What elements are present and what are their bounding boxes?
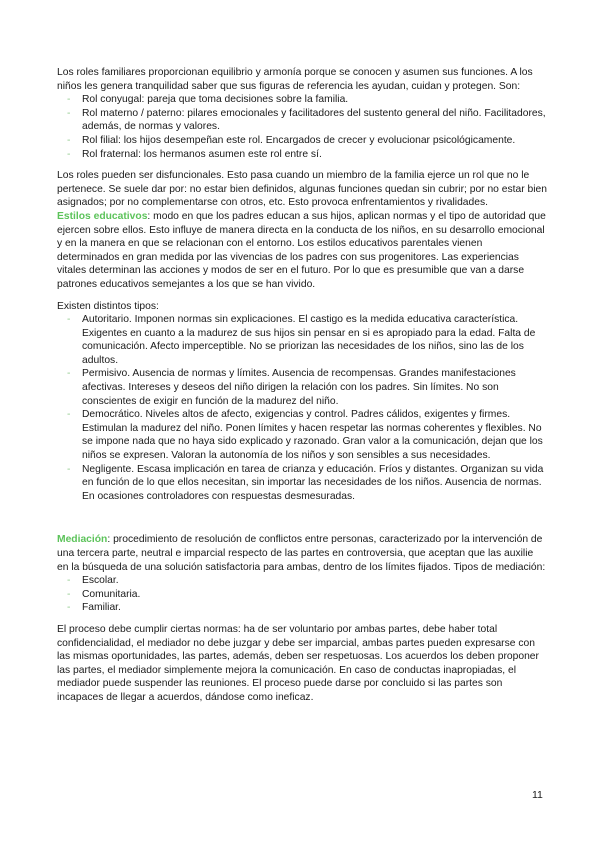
list-item: - Negligente. Escasa implicación en tarea de crianza y educación. Fríos y distantes. Organizan su vida en función de lo que ellos necesitan, sin importar las necesidades de los niños. Ausencia de normas. En ocasiones controladores con respuestas desmesuradas. bbox=[57, 463, 547, 504]
list-item: - Permisivo. Ausencia de normas y límites. Ausencia de recompensas. Grandes manifestaciones afectivas. Intereses y deseos del niño dirigen la relación con los padres. Sin límites. No son conscientes de exigir en función de la madurez del niño. bbox=[57, 367, 547, 408]
page-number: 11 bbox=[532, 789, 543, 801]
mediacion-paragraph bbox=[57, 533, 547, 574]
roles-list bbox=[57, 93, 547, 161]
list-item: - Escolar. bbox=[57, 574, 547, 588]
roles-dysfunctional: Los roles pueden ser disfuncionales. Esto pasa cuando un miembro de la familia ejerce un rol que no le pertenece. Se suele dar por: no estar bien definidos, algunas funciones quedan sin cubrir; por no estar bien asignados; por no complementarse con otros, etc. Esto provoca enfrentamientos y rivalidades. bbox=[57, 170, 547, 209]
estilos-types-list bbox=[57, 313, 547, 503]
mediacion-term: Mediación bbox=[57, 534, 108, 546]
list-item: - Rol filial: los hijos desempeñan este rol. Encargados de crecer y evolucionar psicológicamente. bbox=[57, 134, 547, 148]
mediacion-definition: : procedimiento de resolución de conflictos entre personas, caracterizado por la intervención de una tercera parte, neutral e imparcial respecto de las partes en controversia, que aceptan que las auxilie en la búsqueda de una solución satisfactoria para ambas, dentro de los límites fijados. Tipos de mediación: bbox=[57, 534, 546, 573]
list-item: - Rol conyugal: pareja que toma decisiones sobre la familia. bbox=[57, 93, 547, 107]
list-item: - Autoritario. Imponen normas sin explicaciones. El castigo es la medida educativa característica. Exigentes en cuanto a la madurez de sus hijos sin pensar en si es apropiado para la edad. Falta de comunicación. Afecto imperceptible. No se priorizan las necesidades de los niños, sino las de los adultos. bbox=[57, 313, 547, 367]
estilos-term: Estilos educativos bbox=[57, 210, 148, 222]
estilos-definition: : modo en que los padres educan a sus hijos, aplican normas y el tipo de autoridad que ejercen sobre ellos. Esto influye de manera directa en la conducta de los niños, en su desarrollo emocional y en la manera en que se relacionan con el entorno. Los estilos educativos parentales vienen determinados en gran medida por las vivencias de los padres con sus progenitores. Las experiencias vitales determinan las acciones y modos de ser en el futuro. Por lo que es presumible que van a darse patrones educativos semejantes a los que se han vivido. bbox=[57, 210, 546, 290]
roles-intro: Los roles familiares proporcionan equilibrio y armonía porque se conocen y asumen sus funciones. A los niños les genera tranquilidad saber que sus figuras de referencia les ayudan, cuidan y protegen. Son: bbox=[57, 67, 533, 92]
estilos-types-intro: Existen distintos tipos: bbox=[57, 300, 159, 312]
list-item: - Familiar. bbox=[57, 601, 547, 615]
document-page bbox=[57, 66, 547, 705]
estilos-paragraph bbox=[57, 210, 547, 292]
list-item: - Comunitaria. bbox=[57, 588, 547, 602]
list-item: - Democrático. Niveles altos de afecto, exigencias y control. Padres cálidos, exigentes y firmes. Estimulan la madurez del niño. Ponen límites y hacen respetar las normas coherentes y flexibles. No se impone nada que no haya sido explicado y razonado. Gran valor a la comunicación, dejan que los niños se expresen. Valoran la autonomía de los niños y son sensibles a sus necesidades. bbox=[57, 408, 547, 462]
mediacion-process: El proceso debe cumplir ciertas normas: ha de ser voluntario por ambas partes, debe haber total confidencialidad, el mediador no debe juzgar y debe ser imparcial, ambas partes pueden expresarse con las mismas oportunidades, las partes, además, deben ser respetuosas. Los acuerdos los deben proponer las partes, el mediador simplemente mejora la comunicación. En caso de conductas inapropiadas, el mediador puede suspender las reuniones. El proceso puede darse por concluido si las partes son incapaces de llegar a acuerdos, dándose como ineficaz. bbox=[57, 623, 539, 703]
list-item: - Rol fraternal: los hermanos asumen este rol entre sí. bbox=[57, 148, 547, 162]
mediacion-types-list bbox=[57, 574, 547, 615]
list-item: - Rol materno / paterno: pilares emocionales y facilitadores del sustento general del niño. Facilitadores, además, de normas y valores. bbox=[57, 107, 547, 134]
